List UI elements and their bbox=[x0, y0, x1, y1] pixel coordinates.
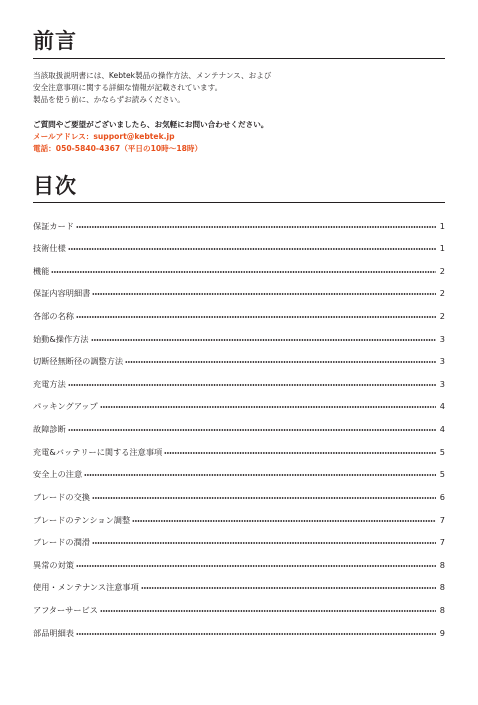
toc-entry-page: 4 bbox=[439, 401, 445, 412]
toc-entry-page: 4 bbox=[439, 424, 445, 435]
toc-entry[interactable] bbox=[33, 298, 445, 321]
toc-entry[interactable] bbox=[33, 389, 445, 412]
toc-entry[interactable] bbox=[33, 321, 445, 344]
toc-entry-label: 部品明細表 bbox=[33, 627, 74, 638]
dot-leader bbox=[141, 586, 436, 590]
dot-leader bbox=[76, 564, 436, 568]
toc-entry-label: 保証カード bbox=[33, 220, 74, 231]
toc-entry-page: 2 bbox=[439, 311, 445, 322]
toc-entry-page: 8 bbox=[439, 582, 445, 593]
toc-entry[interactable] bbox=[33, 253, 445, 276]
toc-entry[interactable] bbox=[33, 208, 445, 231]
toc-entry-page: 8 bbox=[439, 604, 445, 615]
dot-leader bbox=[68, 428, 436, 432]
toc-entry[interactable] bbox=[33, 344, 445, 367]
dot-leader bbox=[76, 632, 436, 636]
toc-entry[interactable] bbox=[33, 366, 445, 389]
intro-line: 当該取扱説明書には、Kebtek製品の操作方法、メンテナンス、および bbox=[33, 71, 272, 80]
toc-entry-label: 充電&バッテリーに関する注意事項 bbox=[33, 446, 163, 457]
toc-entry-page: 3 bbox=[439, 333, 445, 344]
dot-leader bbox=[100, 405, 436, 409]
contact-phone: 電話：050-5840-4367（平日の10時～18時） bbox=[33, 144, 203, 153]
toc-entry-page: 1 bbox=[439, 243, 445, 254]
dot-leader bbox=[100, 609, 436, 613]
dot-leader bbox=[76, 225, 436, 229]
toc-entry-label: 始動&操作方法 bbox=[33, 333, 89, 344]
toc-entry[interactable] bbox=[33, 276, 445, 299]
title-divider bbox=[33, 58, 445, 59]
toc-entry-label: 切断径無断径の調整方法 bbox=[33, 356, 124, 367]
dot-leader bbox=[91, 338, 436, 342]
dot-leader bbox=[125, 360, 436, 364]
toc-entry-label: アフターサービス bbox=[33, 604, 98, 615]
toc-title: 目次 bbox=[33, 174, 77, 198]
preface-title: 前言 bbox=[33, 29, 77, 53]
toc-entry[interactable] bbox=[33, 231, 445, 254]
dot-leader bbox=[68, 383, 436, 387]
dot-leader bbox=[68, 247, 436, 251]
toc-entry-label: ブレードの交換 bbox=[33, 491, 90, 502]
toc-entry-page: 8 bbox=[439, 559, 445, 570]
toc-entry-label: 技術仕様 bbox=[33, 243, 66, 254]
toc-entry-label: 安全上の注意 bbox=[33, 469, 83, 480]
toc-entry-page: 9 bbox=[439, 627, 445, 638]
toc-entry[interactable] bbox=[33, 547, 445, 570]
toc-entry-label: 機能 bbox=[33, 265, 50, 276]
toc-entry[interactable] bbox=[33, 592, 445, 615]
contact-block bbox=[33, 119, 453, 155]
toc-entry-label: ブレードのテンション調整 bbox=[33, 514, 131, 525]
toc-entry-label: 各部の名称 bbox=[33, 311, 74, 322]
toc-entry[interactable] bbox=[33, 479, 445, 502]
dot-leader bbox=[164, 451, 436, 455]
toc-entry[interactable] bbox=[33, 457, 445, 480]
toc-entry-label: 保証内容明細書 bbox=[33, 288, 91, 299]
toc-entry[interactable] bbox=[33, 570, 445, 593]
toc-entry-label: パッキングアップ bbox=[33, 401, 98, 412]
contact-prompt: ご質問やご要望がございましたら、お気軽にお問い合わせください。 bbox=[33, 120, 269, 129]
dot-leader bbox=[92, 496, 436, 500]
intro-text bbox=[33, 70, 453, 106]
toc-entry-label: ブレードの潤滑 bbox=[33, 537, 90, 548]
toc-entry-label: 故障診断 bbox=[33, 424, 66, 435]
toc-entry-page: 3 bbox=[439, 356, 445, 367]
dot-leader bbox=[132, 519, 436, 523]
dot-leader bbox=[51, 270, 436, 274]
toc-entry[interactable] bbox=[33, 502, 445, 525]
toc-entry[interactable] bbox=[33, 411, 445, 434]
toc-entry-page: 6 bbox=[439, 491, 445, 502]
title-divider bbox=[33, 202, 445, 203]
toc-entry-page: 5 bbox=[439, 469, 445, 480]
toc-entry-label: 充電方法 bbox=[33, 378, 66, 389]
dot-leader bbox=[84, 473, 436, 477]
toc-entry[interactable] bbox=[33, 615, 445, 638]
dot-leader bbox=[92, 292, 436, 296]
toc-entry-label: 使用・メンテナンス注意事項 bbox=[33, 582, 139, 593]
toc-list bbox=[33, 208, 445, 638]
toc-entry-page: 7 bbox=[439, 537, 445, 548]
toc-entry[interactable] bbox=[33, 525, 445, 548]
intro-line: 製品を使う前に、かならずお読みください。 bbox=[33, 95, 185, 104]
intro-line: 安全注意事項に関する詳細な情報が記載されています。 bbox=[33, 83, 223, 92]
toc-entry-page: 2 bbox=[439, 265, 445, 276]
contact-email: メールアドレス：support@kebtek.jp bbox=[33, 132, 175, 141]
toc-entry-label: 異常の対策 bbox=[33, 559, 74, 570]
toc-entry-page: 2 bbox=[439, 288, 445, 299]
toc-entry-page: 7 bbox=[439, 514, 445, 525]
toc-entry[interactable] bbox=[33, 434, 445, 457]
toc-entry-page: 5 bbox=[439, 446, 445, 457]
dot-leader bbox=[76, 315, 436, 319]
toc-entry-page: 3 bbox=[439, 378, 445, 389]
dot-leader bbox=[92, 541, 436, 545]
toc-entry-page: 1 bbox=[439, 220, 445, 231]
